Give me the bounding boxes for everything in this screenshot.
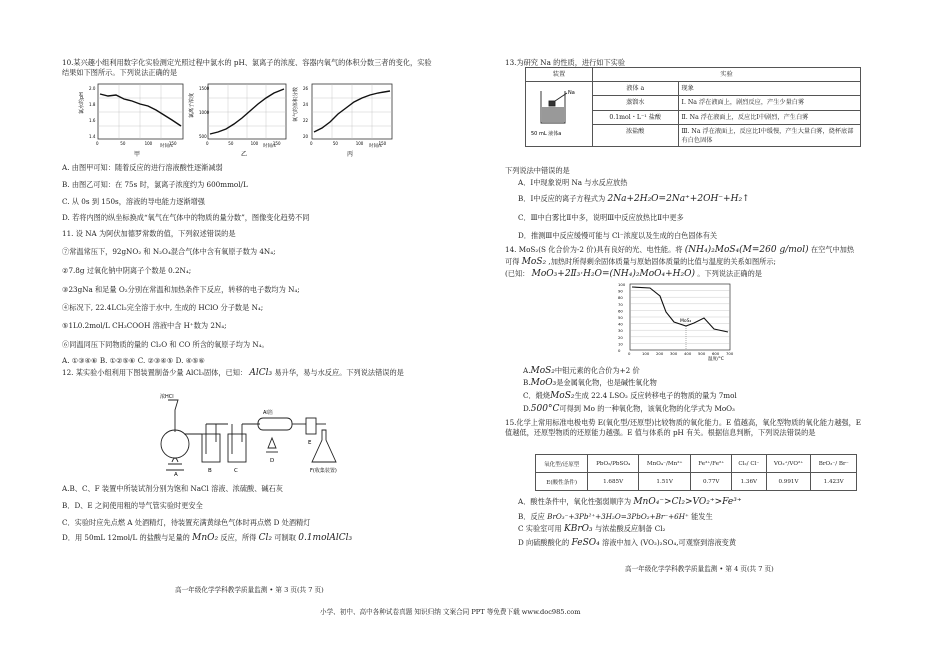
yi-xlabel: 时间/s [263, 144, 276, 149]
bottom-banner: 小学、初中、高中各种试卷真题 知识归纳 文案合同 PPT 等免费下载 www.doc985.com [320, 608, 581, 616]
q15-value-3: 0.77V [691, 473, 732, 491]
q13-option-d: D．推测Ⅲ中反应缓慢可能与 Cl⁻浓度以及生成的白色固体有关 [518, 231, 718, 240]
chart-bing-ytick: 20 [303, 134, 309, 139]
q11-item-2: ②7.8g 过氧化钠中阴离子个数是 0.2N₄; [62, 266, 192, 275]
q15-header-4: Cl₂/ Cl⁻ [732, 455, 767, 473]
q14-stem-1: 14. MoS₂(S 化合价为-2 价)具有良好的光、电性能。将 [505, 245, 683, 254]
q15-row-label: E(酸性条件) [536, 473, 588, 491]
q15-d-post: 溶液中加入 (VO₂)₂SO₄,可观察到溶液变黄 [602, 538, 737, 547]
yi-ylabel: 氯离子浓度 [189, 92, 195, 118]
q15-header-1: PbO₂/PbSO₄ [588, 455, 639, 473]
chart-jia-ytick: 2.0 [89, 86, 96, 91]
jia-ylabel: 氯水的pH [79, 92, 85, 114]
q13-row2-liquid: 0.1mol・L⁻¹ 盐酸 [592, 110, 678, 124]
chart-bing-xtick: 100 [355, 141, 364, 146]
q14-ytick: 90 [618, 288, 623, 294]
q10-stem: 10.某兴趣小组利用数字化实验测定光照过程中氯水的 pH、氯离子的浓度、容器内氧气的体积分数三者的变化，实验结果如下图所示。下列说法正确的是 [62, 58, 432, 77]
q10-option-a: A. 由图甲可知：随着反应的进行溶液酸性逐渐减弱 [62, 163, 223, 172]
chart-yi-xtick: 50 [228, 141, 234, 146]
q10-option-b: B. 由图乙可知：在 75s 时，氯离子浓度约为 600mmol/L [62, 180, 248, 189]
bing-label: 丙 [347, 151, 354, 158]
q14-stem-3b: ,加热时所得剩余固体质量与原始固体质量的比值与温度的关系如图所示; [548, 257, 776, 266]
q14-c-pre: C．煅烧 [523, 391, 551, 400]
q10-option-c: C. 从 0s 到 150s，溶液的导电能力逐渐增强 [62, 197, 205, 206]
q14-d-pre: D. [523, 404, 531, 413]
q15-b-pre: B．反应 [518, 512, 545, 521]
q14-formula-3: MoO₃+2Ⅱ₃·H₂O=(NH₄)₂MoO₄+H₂O) [531, 269, 695, 279]
q12-stem: 12. 某实验小组利用下图装置制备少量 AlCl₃固体，已知： [62, 368, 248, 377]
q15-c-pre: C 实验室可用 [518, 524, 562, 533]
q10-charts [80, 82, 410, 160]
jia-label: 甲 [134, 151, 141, 158]
chart-yi-ytick: 1000 [199, 110, 210, 115]
q10-option-d: D. 若将内图的纵坐标换成“氧气在气体中的物质的量分数”，图像变化趋势不同 [62, 213, 310, 222]
chart-jia [78, 84, 183, 158]
q12-apparatus [150, 392, 350, 478]
chart-bing-xtick: 150 [378, 141, 387, 146]
q14-ytick: 20 [618, 334, 623, 340]
q13-table [525, 67, 861, 147]
q11-item-4: ④标况下, 22.4LCl₂完全溶于水中, 生成的 HClO 分子数是 N₄; [62, 303, 264, 312]
q14-a-post: 中钼元素的化合价为+2 价 [554, 366, 640, 375]
q12-d-mid: 反应，所得 [220, 533, 257, 542]
left-footer: 高一年级化学学科教学质量监测 • 第 3 页(共 7 页) [175, 586, 324, 594]
q13-stem: 13.为研究 Na 的性质，进行如下实验 [505, 58, 626, 67]
chart-jia-xtick: 100 [144, 141, 153, 146]
q12-d-formula-2: Cl₂ [258, 533, 273, 543]
q15-d-pre: D 向硫酸酸化的 [518, 538, 570, 547]
chart-bing-ytick: 22 [303, 118, 309, 123]
chart-bing [292, 84, 392, 158]
q13-option-c: C．Ⅲ中白雾比Ⅱ中多，说明Ⅲ中反应放热比Ⅱ中更多 [518, 213, 684, 222]
q14-b-post: 是金属氧化物，也是碱性氧化物 [556, 378, 657, 387]
apparatus-d: D [270, 458, 275, 464]
bing-ylabel: 氧气的体积分数 [293, 86, 299, 122]
q12-option-d: D．用 50mL 12mol/L 的盐酸与足量的 [62, 533, 190, 542]
chart-yi-xtick: 150 [272, 141, 281, 146]
q13-row3-liquid: 浓盐酸 [592, 125, 678, 147]
chart-jia-ytick: 1.4 [89, 134, 96, 139]
q14-ytick: 100 [618, 282, 626, 287]
q14-ytick: 50 [618, 315, 623, 320]
q14-xtick: 700 [726, 351, 734, 356]
chart-yi-ytick: 1500 [199, 86, 210, 91]
chart-yi-xtick: 0 [206, 141, 209, 146]
q11-item-3: ③23gNa 和足量 O₂分别在常温和加热条件下反应，转移的电子数均为 N₄; [62, 285, 300, 294]
right-footer: 高一年级化学学科教学质量监测 • 第 4 页(共 7 页) [625, 565, 774, 573]
q12-stem-tail: 易升华，易与水反应。下列说法错误的是 [274, 368, 404, 377]
q12-d-formula-3: 0.1molAlCl₃ [298, 533, 353, 543]
q14-formula-2: MoS₂ [521, 257, 547, 267]
q14-xtick: 0 [628, 351, 631, 356]
q14-stem-4b: 。下列说法正确的是 [697, 269, 762, 278]
q12-option-b: B．D、E 之间使用粗的导气管实验时更安全 [62, 501, 203, 510]
q14-a-pre: A. [523, 366, 531, 375]
q15-value-5: 0.991V [766, 473, 811, 491]
q14-ytick: 70 [618, 301, 623, 307]
q11-item-6: ⑥同温同压下同物质的量的 Cl₂O 和 CO 所含的氧原子均为 N₄。 [62, 340, 269, 349]
q13-row3-phenomenon: Ⅲ. Na 浮在液面上，反应比Ⅰ中缓慢，产生大量白雾，烧杯底部有白色固体 [678, 125, 860, 147]
chart-yi-xtick: 100 [250, 141, 259, 146]
q14-chart [612, 280, 742, 362]
beaker-volume-label: 50 mL 液体a [531, 131, 562, 137]
beaker-na-label: Na [568, 90, 575, 96]
q14-formula-1: (NH₄)₂MoS₄(M=260 g/mol) [684, 245, 809, 255]
q15-stem: 15.化学上常用标准电极电势 E(氧化型/还原型)比较物质的氧化能力。E 值越高，氧化型物质的氧化能力越强，E 值越低，还原型物质的还原能力越强。E 值与体系的 pH 有关。根据信息判断，下列说法错误的是 [505, 418, 862, 437]
apparatus-e: E [308, 440, 312, 446]
q13-row1-phenomenon: Ⅰ. Na 浮在液面上，剧烈反应，产生少量白雾 [678, 96, 860, 110]
q13-header-apparatus: 装置 [526, 68, 593, 82]
q15-b-post: 能发生 [691, 512, 713, 521]
q15-header-5: VO₂⁺/VO²⁺ [766, 455, 811, 473]
jia-xlabel: 时间/s [160, 144, 173, 149]
q12-option-c: C．实验时应先点燃 A 处酒精灯，待装置充满黄绿色气体时再点燃 D 处酒精灯 [62, 518, 311, 527]
q15-value-1: 1.685V [588, 473, 639, 491]
q13-col-a: 液体 a [592, 82, 678, 96]
q15-value-2: 1.51V [638, 473, 690, 491]
q15-header-6: BrO₃⁻/ Br⁻ [811, 455, 857, 473]
chart-yi [188, 84, 286, 158]
q15-header-3: Fe³⁺/Fe²⁺ [691, 455, 732, 473]
q15-b-formula: BrO₃⁻+3Pb²⁺+3H₂O=3PbO₂+Br⁻+6H⁺ [547, 512, 689, 521]
q11-stem: 11. 设 NA 为阿伏加德罗常数的值，下列叙述错误的是 [62, 229, 236, 238]
q14-xtick: 200 [656, 351, 664, 356]
q13-option-b: B．Ⅰ中反应的离子方程式为 [518, 194, 606, 203]
q15-value-4: 1.36V [732, 473, 767, 491]
q13-row2-phenomenon: Ⅱ. Na 浮在液面上，反应比Ⅰ中剧烈，产生白雾 [678, 110, 860, 124]
apparatus-hcl-label: 浓HCl [160, 394, 174, 400]
q14-ytick: 40 [618, 321, 623, 327]
chart-jia-xtick: 0 [96, 141, 99, 146]
q14-stem-4a: (已知： [505, 269, 530, 278]
chart-yi-ytick: 500 [199, 134, 207, 139]
apparatus-al-label: Al箔 [263, 410, 273, 416]
q15-a-formula: MnO₄⁻>Cl₂>VO₂⁺>Fe³⁺ [633, 497, 742, 507]
q11-item-1: ⑦常温常压下，92gNO₂ 和 N₂O₄混合气体中含有氧原子数为 4N₄; [62, 247, 276, 256]
q15-value-6: 1.423V [811, 473, 857, 491]
chart-bing-xtick: 50 [332, 141, 338, 146]
q15-c-formula: KBrO₃ [564, 524, 593, 534]
q14-ytick: 80 [618, 295, 623, 301]
apparatus-b: B [208, 468, 212, 474]
chart-bing-ytick: 24 [303, 102, 309, 107]
q13-beaker [529, 83, 587, 143]
q14-d-post: 可得到 Mo 的一种氧化物，该氧化物的化学式为 MoO₃ [559, 404, 735, 413]
q14-ytick: 0 [618, 348, 621, 353]
q14-stem-2: 在空气中加热 [810, 245, 855, 254]
q12-d-formula-1: MnO₂ [192, 533, 219, 543]
q14-d-formula: 500°C [530, 404, 560, 414]
q13-header-experiment: 实验 [592, 68, 860, 82]
chart-jia-xtick: 50 [120, 141, 126, 146]
q11-item-5: ⑤1L0.2mol/L CH₃COOH 溶液中含 H⁺数为 2N₄; [62, 321, 227, 330]
q15-c-post: 与浓盐酸反应制备 Cl₂ [594, 524, 666, 533]
q15-table [535, 454, 857, 491]
apparatus-c: C [234, 468, 238, 474]
q15-a-pre: A．酸性条件中，氧化性强弱顺序为 [518, 497, 632, 506]
q14-c-post: 生成 22.4 LSO₂ 反应转移电子的物质的量为 7mol [574, 391, 737, 400]
q11-choices: A. ①③④⑥ B. ①②⑤⑥ C. ②③④⑤ D. ④⑤⑥ [62, 356, 206, 365]
q13-b-equation: 2Na+2H₂O=2Na⁺+2OH⁻+H₂↑ [607, 194, 750, 204]
q15-d-formula: FeSO₄ [571, 538, 600, 548]
q14-ytick: 10 [618, 341, 623, 347]
bing-xlabel: 时间/s [369, 144, 382, 149]
q13-prompt: 下列说法中错误的是 [505, 166, 570, 175]
q14-ytick: 60 [618, 308, 623, 314]
q14-ytick: 30 [618, 328, 623, 334]
chart-bing-xtick: 0 [310, 141, 313, 146]
q13-row1-liquid: 蒸馏水 [592, 96, 678, 110]
q12-formula: AlCl₃ [249, 368, 273, 378]
q12-option-a: A.B、C、F 装置中所装试剂分别为饱和 NaCl 溶液、浓硫酸、碱石灰 [62, 484, 283, 493]
apparatus-a: A [174, 472, 178, 478]
chart-jia-xtick: 150 [168, 141, 177, 146]
q14-xtick: 300 [670, 351, 678, 356]
q15-header-2: MnO₄⁻/Mn²⁺ [638, 455, 690, 473]
q14-xtick: 600 [712, 351, 720, 356]
q14-b-pre: B. [523, 378, 531, 387]
q14-xtick: 100 [642, 351, 650, 356]
q14-c-formula: MoS₂ [550, 391, 575, 401]
q12-d-tail: 可制取 [274, 533, 296, 542]
q13-col-b: 现象 [678, 82, 860, 96]
q14-b-formula: MoO₃ [530, 378, 557, 388]
apparatus-f: F(收集装置) [310, 468, 337, 474]
q14-a-formula: MoS₂ [530, 366, 555, 376]
q14-point-label: MoS₂ [680, 319, 692, 324]
q14-xtick: 400 [684, 351, 692, 356]
q14-stem-3a: 可得 [505, 257, 520, 266]
yi-label: 乙 [241, 151, 248, 158]
chart-bing-ytick: 26 [303, 86, 309, 91]
chart-jia-ytick: 1.8 [89, 102, 96, 107]
chart-jia-ytick: 1.6 [89, 118, 96, 123]
q15-header-0: 氧化型/还原型 [536, 455, 588, 473]
q13-option-a: A．Ⅰ中现象说明 Na 与水反应放热 [518, 178, 628, 187]
q14-xlabel: 温度/°C [708, 357, 724, 362]
q14-xtick: 500 [698, 351, 706, 356]
